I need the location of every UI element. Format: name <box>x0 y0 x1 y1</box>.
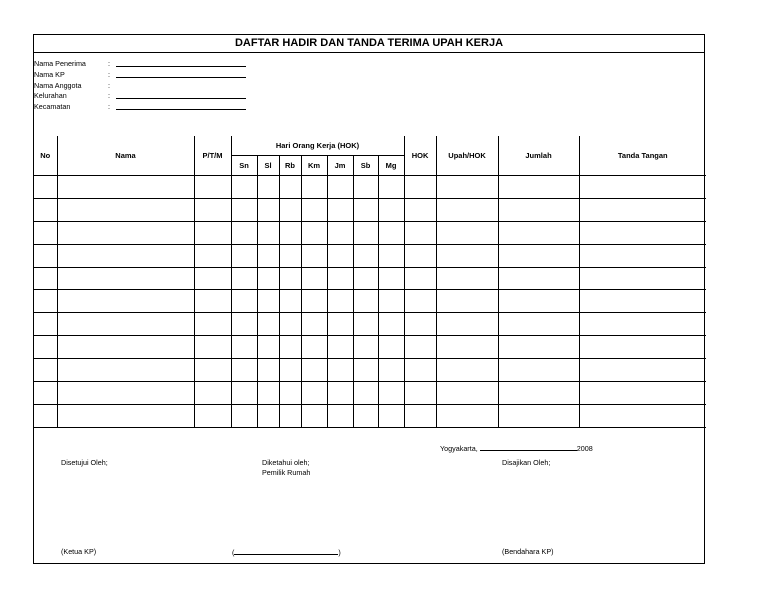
table-cell[interactable] <box>404 176 436 199</box>
info-colon: : <box>108 91 110 101</box>
table-cell[interactable] <box>498 290 579 313</box>
table-cell[interactable] <box>579 267 706 290</box>
day-header-km: Km <box>301 156 327 176</box>
info-label: Nama KP <box>34 69 65 79</box>
table-cell[interactable] <box>57 336 194 359</box>
table-cell[interactable] <box>579 290 706 313</box>
table-cell[interactable] <box>436 290 498 313</box>
table-cell[interactable] <box>353 336 378 359</box>
info-row-kelurahan <box>34 91 246 102</box>
info-blank-line[interactable] <box>116 70 246 78</box>
table-cell[interactable] <box>498 359 579 382</box>
table-cell[interactable] <box>57 313 194 336</box>
table-cell[interactable] <box>301 198 327 221</box>
table-cell[interactable] <box>498 336 579 359</box>
table-cell[interactable] <box>279 267 301 290</box>
table-cell[interactable] <box>301 221 327 244</box>
sign-open-paren: ( <box>232 548 235 557</box>
table-cell[interactable] <box>257 267 279 290</box>
table-cell[interactable] <box>498 176 579 199</box>
table-cell[interactable] <box>257 336 279 359</box>
table-cell[interactable] <box>34 221 57 244</box>
info-blank-line[interactable] <box>116 102 246 110</box>
info-label: Nama Penerima <box>34 59 86 68</box>
table-cell[interactable] <box>378 221 404 244</box>
table-cell[interactable] <box>353 221 378 244</box>
approved-by-label: Disetujui Oleh; <box>61 458 108 467</box>
table-row <box>34 359 706 382</box>
table-cell[interactable] <box>353 244 378 267</box>
table-cell[interactable] <box>436 404 498 427</box>
table-row <box>34 221 706 244</box>
table-cell[interactable] <box>327 267 353 290</box>
col-header-no: No <box>34 136 57 176</box>
table-cell[interactable] <box>436 359 498 382</box>
table-cell[interactable] <box>57 267 194 290</box>
info-label: Kelurahan <box>34 91 67 101</box>
table-cell[interactable] <box>436 336 498 359</box>
known-by-label: Diketahui oleh; <box>262 458 310 467</box>
table-cell[interactable] <box>231 267 257 290</box>
info-row-nama-kp <box>34 70 246 81</box>
table-cell[interactable] <box>327 221 353 244</box>
table-cell[interactable] <box>231 290 257 313</box>
table-cell[interactable] <box>327 244 353 267</box>
table-cell[interactable] <box>353 198 378 221</box>
table-cell[interactable] <box>498 404 579 427</box>
table-cell[interactable] <box>57 176 194 199</box>
table-cell[interactable] <box>378 267 404 290</box>
col-header-hok-group: Hari Orang Kerja (HOK) <box>231 136 404 156</box>
table-cell[interactable] <box>404 382 436 405</box>
table-cell[interactable] <box>579 404 706 427</box>
table-row <box>34 290 706 313</box>
col-header-jumlah: Jumlah <box>498 136 579 176</box>
table-cell[interactable] <box>301 382 327 405</box>
info-blank-line[interactable] <box>116 59 246 67</box>
table-cell[interactable] <box>34 267 57 290</box>
table-cell[interactable] <box>194 359 231 382</box>
table-cell[interactable] <box>327 176 353 199</box>
table-cell[interactable] <box>579 176 706 199</box>
table-cell[interactable] <box>257 359 279 382</box>
table-cell[interactable] <box>279 176 301 199</box>
table-cell[interactable] <box>194 244 231 267</box>
table-cell[interactable] <box>579 336 706 359</box>
table-cell[interactable] <box>404 244 436 267</box>
table-cell[interactable] <box>231 198 257 221</box>
day-header-jm: Jm <box>327 156 353 176</box>
table-cell[interactable] <box>436 198 498 221</box>
table-row <box>34 313 706 336</box>
table-cell[interactable] <box>279 359 301 382</box>
table-cell[interactable] <box>436 221 498 244</box>
info-label: Nama Anggota <box>34 80 82 90</box>
date-blank-line[interactable] <box>480 443 577 451</box>
table-cell[interactable] <box>327 198 353 221</box>
table-cell[interactable] <box>301 313 327 336</box>
table-cell[interactable] <box>194 336 231 359</box>
table-cell[interactable] <box>194 290 231 313</box>
sign-bendahara-kp: (Bendahara KP) <box>502 547 554 556</box>
table-cell[interactable] <box>231 404 257 427</box>
table-cell[interactable] <box>353 382 378 405</box>
table-cell[interactable] <box>257 404 279 427</box>
info-colon: : <box>108 102 110 112</box>
col-header-upah: Upah/HOK <box>436 136 498 176</box>
table-cell[interactable] <box>498 244 579 267</box>
table-cell[interactable] <box>498 313 579 336</box>
table-cell[interactable] <box>498 382 579 405</box>
table-cell[interactable] <box>257 290 279 313</box>
table-cell[interactable] <box>498 267 579 290</box>
date-line-block <box>440 443 593 454</box>
sign-blank-line[interactable] <box>234 547 341 557</box>
table-cell[interactable] <box>279 404 301 427</box>
table-cell[interactable] <box>279 290 301 313</box>
sign-pemilik-block <box>232 547 341 558</box>
table-row <box>34 176 706 199</box>
table-cell[interactable] <box>279 313 301 336</box>
table-cell[interactable] <box>436 313 498 336</box>
table-cell[interactable] <box>378 198 404 221</box>
info-section <box>34 59 246 113</box>
table-cell[interactable] <box>34 176 57 199</box>
info-label: Kecamatan <box>34 102 71 112</box>
sign-ketua-kp: (Ketua KP) <box>61 547 97 556</box>
table-cell[interactable] <box>579 221 706 244</box>
table-cell[interactable] <box>34 313 57 336</box>
table-cell[interactable] <box>57 198 194 221</box>
table-cell[interactable] <box>498 198 579 221</box>
table-cell[interactable] <box>34 244 57 267</box>
table-cell[interactable] <box>404 359 436 382</box>
info-blank-line[interactable] <box>116 91 246 99</box>
table-cell[interactable] <box>231 221 257 244</box>
col-header-nama: Nama <box>57 136 194 176</box>
table-cell[interactable] <box>257 382 279 405</box>
table-cell[interactable] <box>579 244 706 267</box>
table-cell[interactable] <box>231 244 257 267</box>
table-cell[interactable] <box>231 336 257 359</box>
table-cell[interactable] <box>279 221 301 244</box>
table-cell[interactable] <box>194 198 231 221</box>
table-cell[interactable] <box>301 404 327 427</box>
table-cell[interactable] <box>436 176 498 199</box>
table-cell[interactable] <box>579 359 706 382</box>
table-cell[interactable] <box>34 404 57 427</box>
place-label: Yogyakarta, <box>440 444 478 453</box>
table-cell[interactable] <box>353 359 378 382</box>
table-cell[interactable] <box>279 198 301 221</box>
table-cell[interactable] <box>57 404 194 427</box>
table-cell[interactable] <box>327 336 353 359</box>
info-colon: : <box>108 80 110 90</box>
table-cell[interactable] <box>279 382 301 405</box>
table-cell[interactable] <box>404 290 436 313</box>
day-header-mg: Mg <box>378 156 404 176</box>
table-row <box>34 382 706 405</box>
table-cell[interactable] <box>194 313 231 336</box>
table-cell[interactable] <box>301 176 327 199</box>
year-label: 2008 <box>576 444 593 453</box>
col-header-tanda-tangan: Tanda Tangan <box>579 136 706 176</box>
table-cell[interactable] <box>34 382 57 405</box>
table-cell[interactable] <box>231 313 257 336</box>
table-cell[interactable] <box>231 176 257 199</box>
table-cell[interactable] <box>194 221 231 244</box>
table-cell[interactable] <box>34 336 57 359</box>
prepared-by-label: Disajikan Oleh; <box>502 458 551 467</box>
table-cell[interactable] <box>353 267 378 290</box>
table-cell[interactable] <box>34 359 57 382</box>
table-row <box>34 267 706 290</box>
table-cell[interactable] <box>57 359 194 382</box>
table-cell[interactable] <box>57 221 194 244</box>
table-cell[interactable] <box>378 290 404 313</box>
table-cell[interactable] <box>378 336 404 359</box>
table-row <box>34 336 706 359</box>
table-cell[interactable] <box>378 359 404 382</box>
table-cell[interactable] <box>404 198 436 221</box>
table-cell[interactable] <box>436 267 498 290</box>
day-header-sb: Sb <box>353 156 378 176</box>
table-cell[interactable] <box>579 313 706 336</box>
form-sheet <box>33 34 705 564</box>
table-cell[interactable] <box>404 313 436 336</box>
table-cell[interactable] <box>257 198 279 221</box>
table-cell[interactable] <box>579 198 706 221</box>
table-cell[interactable] <box>34 290 57 313</box>
table-cell[interactable] <box>57 382 194 405</box>
table-cell[interactable] <box>378 244 404 267</box>
table-cell[interactable] <box>57 290 194 313</box>
col-header-ptm: P/T/M <box>194 136 231 176</box>
table-cell[interactable] <box>436 382 498 405</box>
table-cell[interactable] <box>301 290 327 313</box>
table-cell[interactable] <box>353 290 378 313</box>
table-cell[interactable] <box>301 359 327 382</box>
table-cell[interactable] <box>353 404 378 427</box>
table-cell[interactable] <box>279 336 301 359</box>
day-header-sn: Sn <box>231 156 257 176</box>
table-cell[interactable] <box>353 313 378 336</box>
table-cell[interactable] <box>404 221 436 244</box>
sign-close-paren: ) <box>338 548 341 557</box>
table-cell[interactable] <box>378 382 404 405</box>
table-cell[interactable] <box>231 359 257 382</box>
col-header-hok: HOK <box>404 136 436 176</box>
info-row-nama-anggota <box>34 81 246 92</box>
table-cell[interactable] <box>327 313 353 336</box>
info-row-nama-penerima <box>34 59 246 70</box>
table-cell[interactable] <box>327 290 353 313</box>
form-title: DAFTAR HADIR DAN TANDA TERIMA UPAH KERJA <box>34 35 704 53</box>
table-row <box>34 244 706 267</box>
table-cell[interactable] <box>194 267 231 290</box>
table-cell[interactable] <box>57 244 194 267</box>
table-row <box>34 404 706 427</box>
info-row-kecamatan <box>34 102 246 113</box>
table-cell[interactable] <box>257 176 279 199</box>
table-cell[interactable] <box>436 244 498 267</box>
table-cell[interactable] <box>404 404 436 427</box>
info-colon: : <box>108 59 110 68</box>
table-cell[interactable] <box>327 382 353 405</box>
known-by-block <box>262 458 310 478</box>
table-cell[interactable] <box>257 313 279 336</box>
info-colon: : <box>108 69 110 79</box>
table-cell[interactable] <box>279 244 301 267</box>
attendance-table <box>34 136 706 428</box>
table-cell[interactable] <box>579 382 706 405</box>
table-cell[interactable] <box>301 336 327 359</box>
table-cell[interactable] <box>327 404 353 427</box>
table-cell[interactable] <box>257 244 279 267</box>
table-cell[interactable] <box>231 382 257 405</box>
day-header-sl: Sl <box>257 156 279 176</box>
table-cell[interactable] <box>378 176 404 199</box>
house-owner-label: Pemilik Rumah <box>262 468 311 477</box>
table-cell[interactable] <box>301 244 327 267</box>
table-cell[interactable] <box>194 382 231 405</box>
table-cell[interactable] <box>353 176 378 199</box>
table-row <box>34 198 706 221</box>
table-cell[interactable] <box>34 198 57 221</box>
table-cell[interactable] <box>327 359 353 382</box>
table-cell[interactable] <box>257 221 279 244</box>
table-cell[interactable] <box>378 404 404 427</box>
table-cell[interactable] <box>404 336 436 359</box>
table-cell[interactable] <box>194 404 231 427</box>
table-cell[interactable] <box>404 267 436 290</box>
table-cell[interactable] <box>378 313 404 336</box>
table-cell[interactable] <box>301 267 327 290</box>
table-cell[interactable] <box>194 176 231 199</box>
table-body <box>34 176 706 428</box>
day-header-rb: Rb <box>279 156 301 176</box>
table-cell[interactable] <box>498 221 579 244</box>
